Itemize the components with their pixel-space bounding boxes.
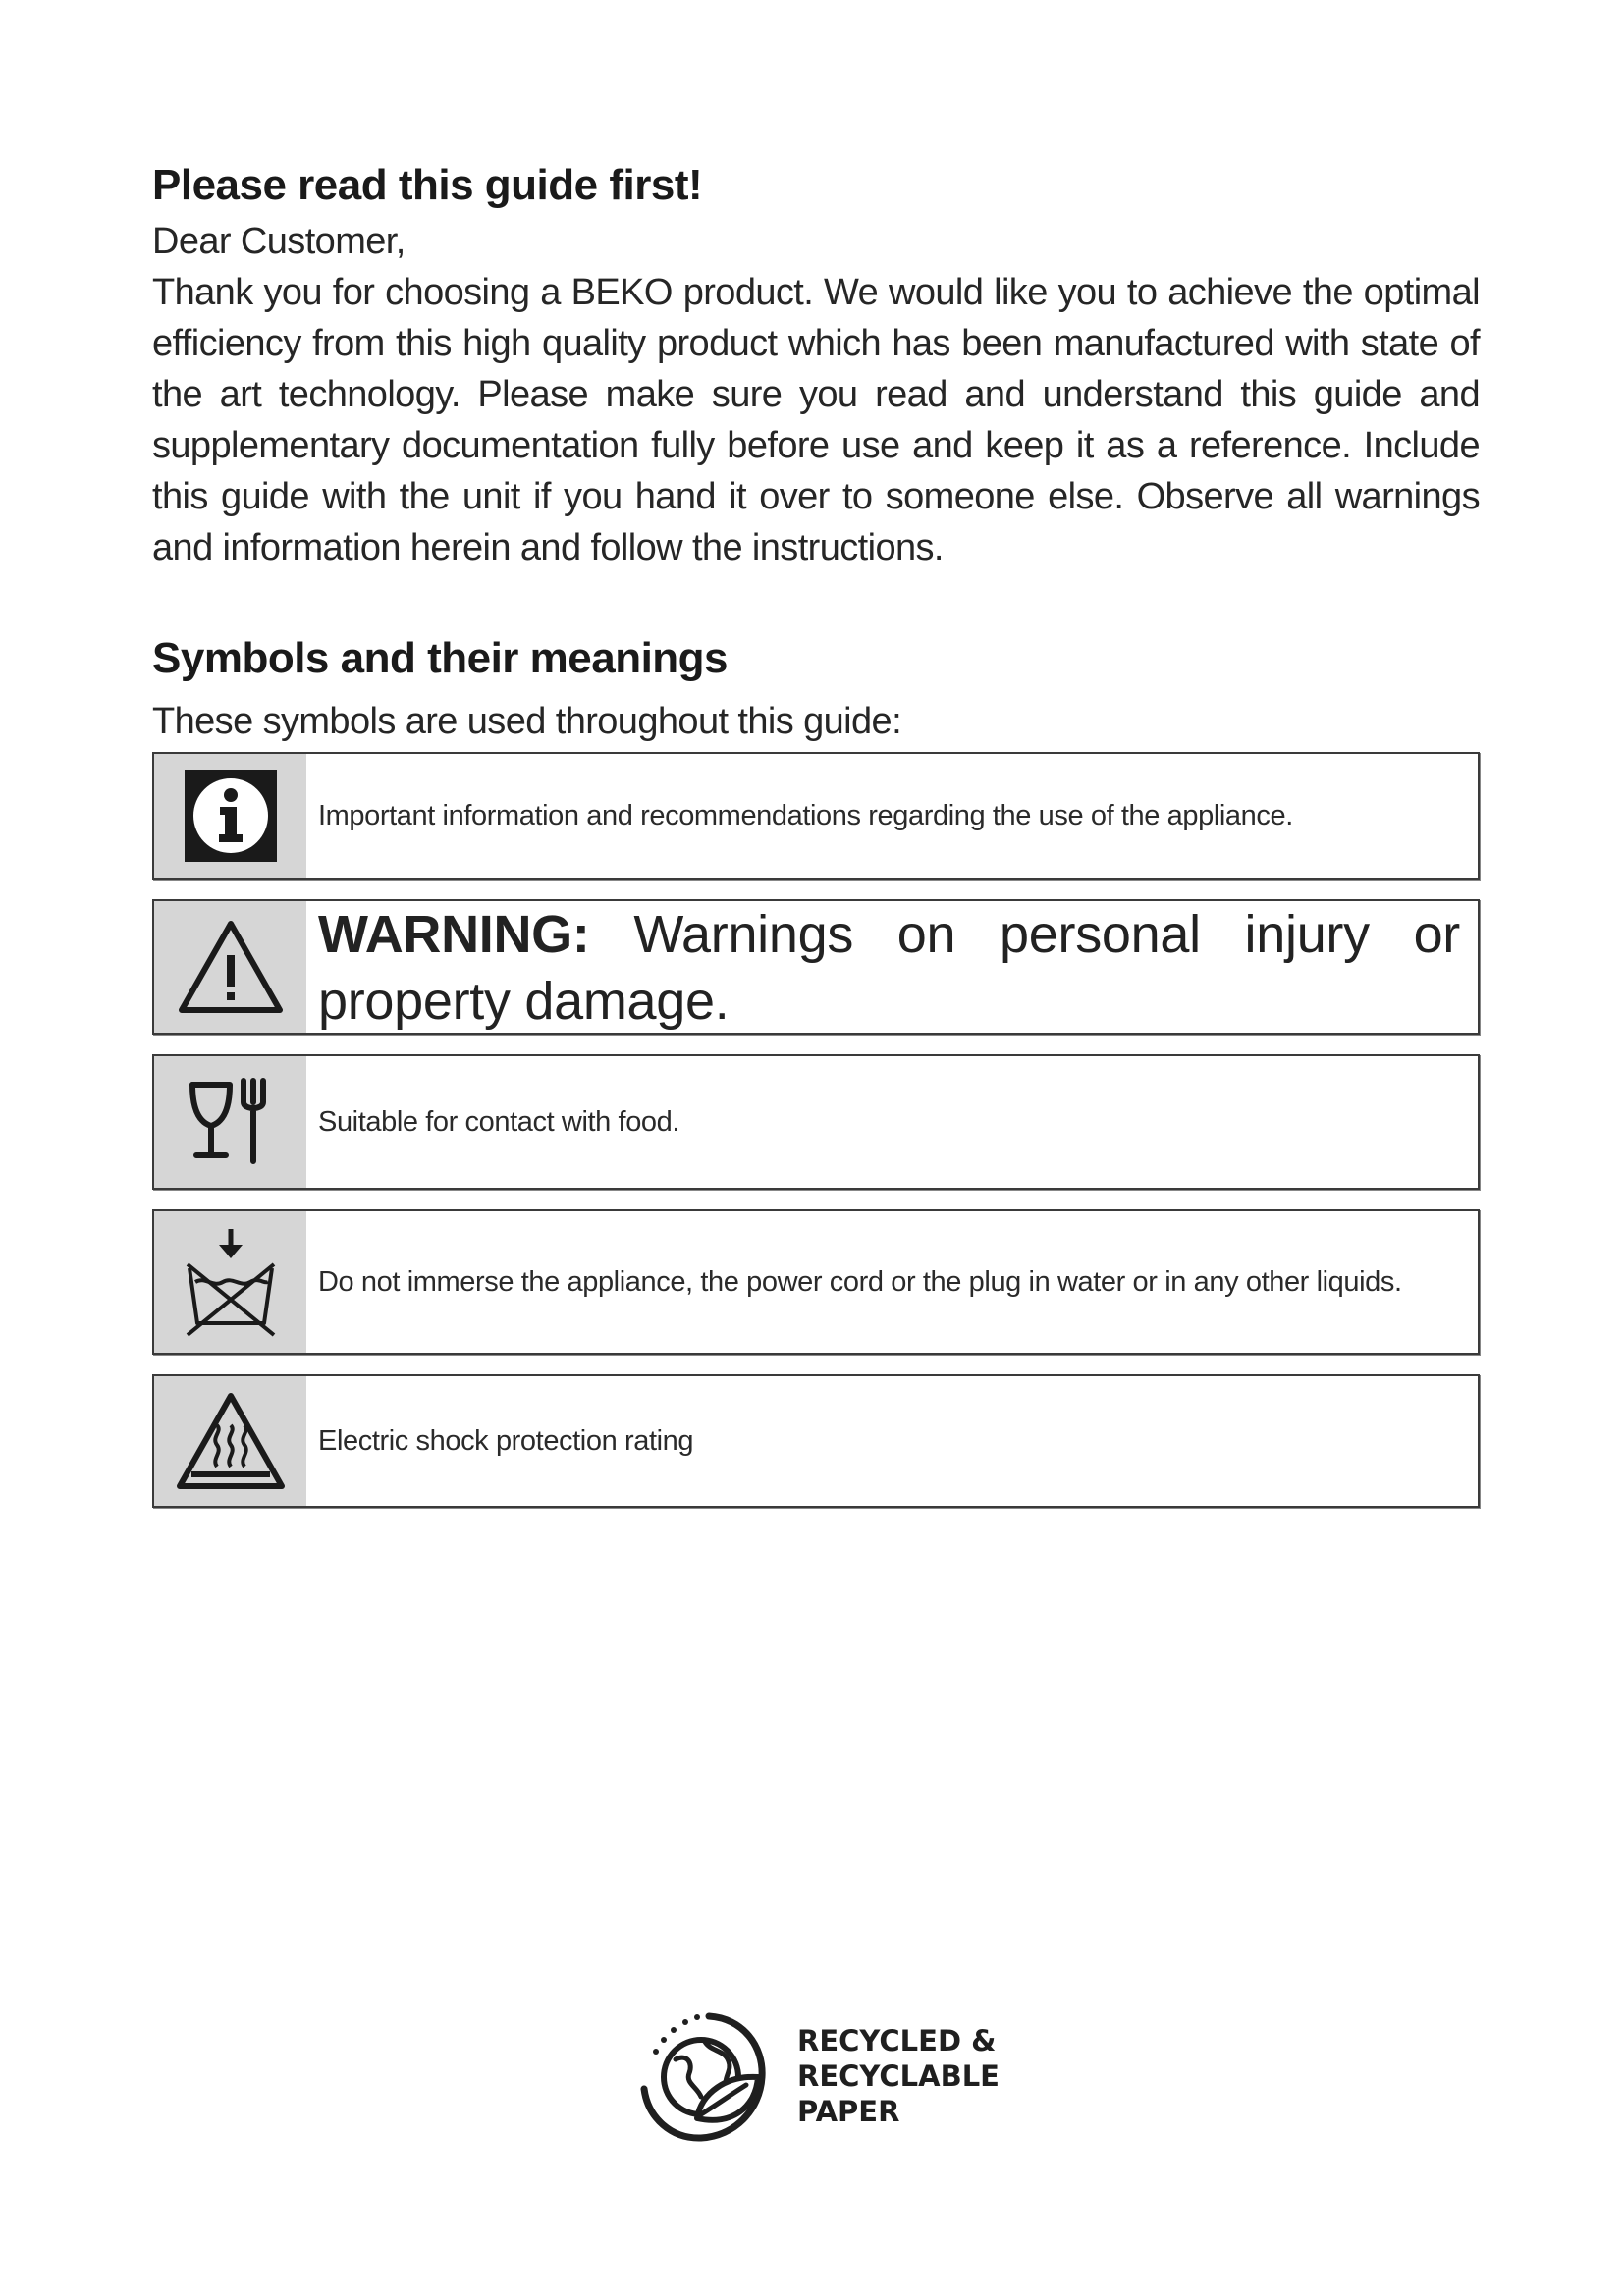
symbol-row-food [152, 1054, 1480, 1190]
symbol-row-warning [152, 899, 1480, 1035]
page-title: Please read this guide first! [152, 161, 703, 209]
food-text: Suitable for contact with food. [318, 1105, 680, 1138]
food-contact-icon [154, 1056, 306, 1188]
immerse-text: Do not immerse the appliance, the power cord or the plug in water or in any other liquids. [318, 1265, 1402, 1298]
warning-triangle-icon [154, 901, 306, 1033]
symbol-row-immerse [152, 1209, 1480, 1355]
recycled-paper-badge [636, 2002, 1000, 2150]
symbol-row-shock [152, 1374, 1480, 1508]
hot-surface-icon [154, 1376, 306, 1506]
info-text: Important information and recommendations regarding the use of the appliance. [318, 799, 1293, 831]
intro-paragraph: Thank you for choosing a BEKO product. We would like you to achieve the optimal efficiency from this high quality product which has been manufactured with state of the art technology. Please make sure you read and understand this guide and supplementary documentation fully before use and keep it as a reference. Include this guide with the unit if you hand it over to someone else. Observe all warnings and information herein and follow the instructions. [152, 272, 1480, 568]
guide-page [152, 157, 1480, 1527]
greeting: Dear Customer, [152, 221, 406, 262]
shock-text: Electric shock protection rating [318, 1424, 694, 1457]
recycle-line-1: RECYCLED & [797, 2024, 997, 2057]
symbols-heading: Symbols and their meanings [152, 634, 729, 682]
recycled-globe-leaf-icon [636, 2002, 774, 2150]
symbols-table [152, 752, 1480, 1508]
warning-label: WARNING: [318, 905, 590, 964]
warning-text: Warnings on personal injury or property damage. [318, 905, 1460, 1031]
info-icon [154, 754, 306, 878]
recycle-line-2: RECYCLABLE [797, 2059, 1000, 2093]
warning-text-block [306, 901, 1478, 1033]
symbols-lead: These symbols are used throughout this guide: [152, 701, 902, 742]
recycle-line-3: PAPER [797, 2095, 900, 2128]
symbol-row-info [152, 752, 1480, 880]
recycled-paper-label [797, 2023, 1000, 2129]
no-immerse-icon [154, 1211, 306, 1353]
